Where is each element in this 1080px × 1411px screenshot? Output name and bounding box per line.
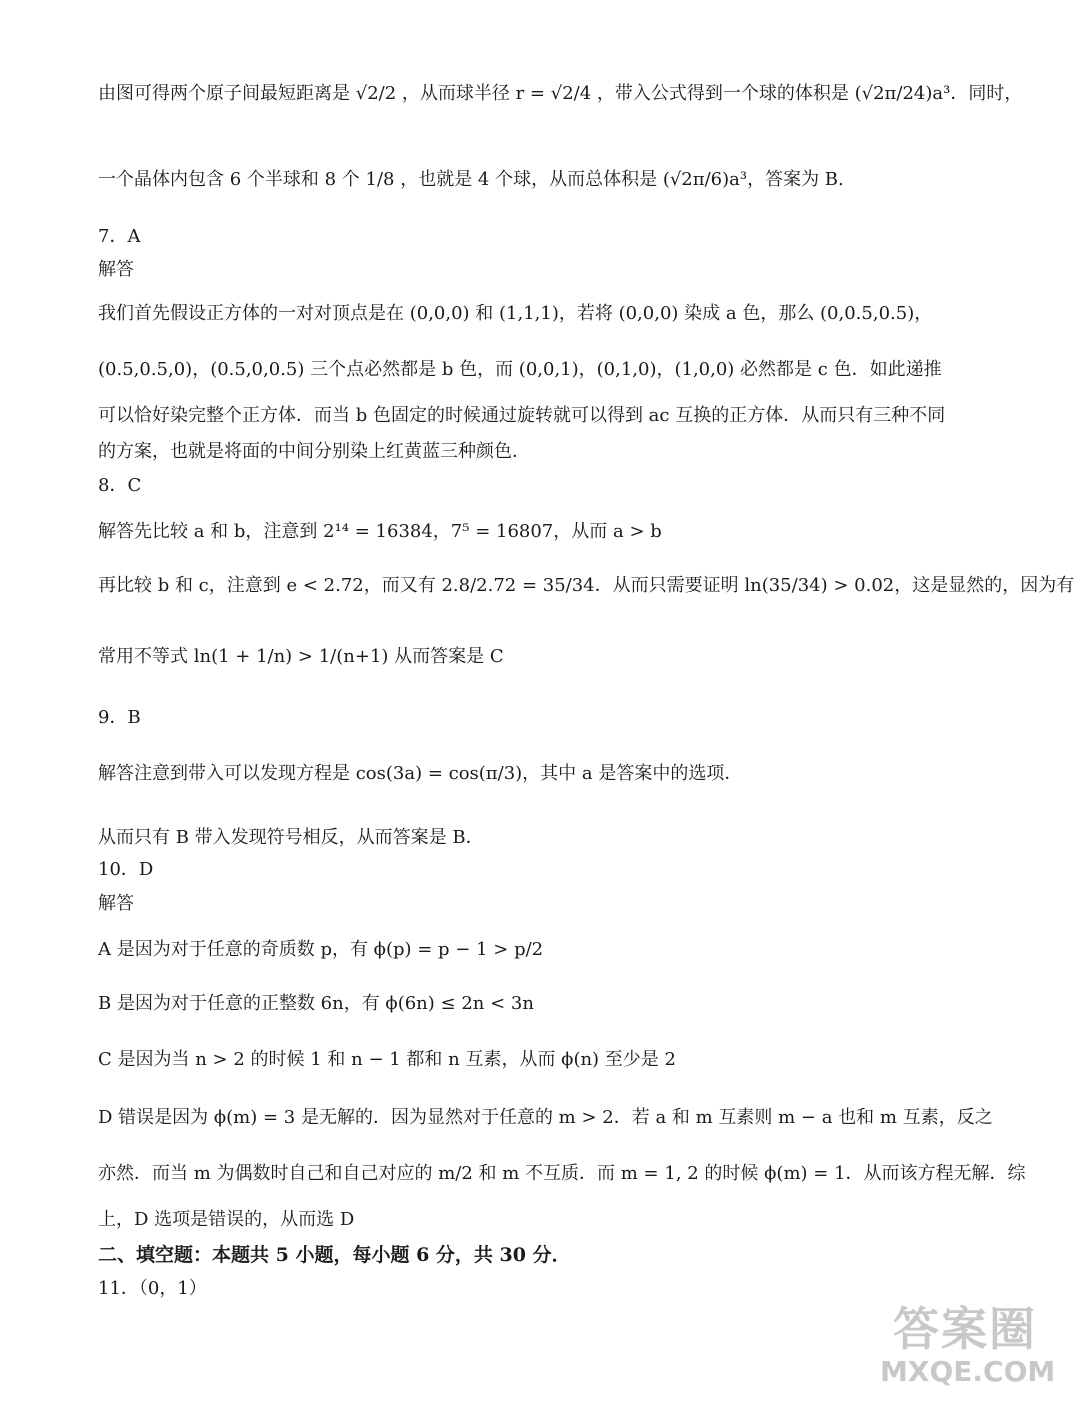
text-line: 亦然．而当 m 为偶数时自己和自己对应的 m/2 和 m 不互质．而 m = 1, 2 的时候 ϕ(m) = 1．从而该方程无解．综 [98,1163,1026,1184]
answer-label: 解答 [98,893,134,914]
text-line: D 错误是因为 ϕ(m) = 3 是无解的．因为显然对于任意的 m > 2．若 a 和 m 互素则 m − a 也和 m 互素，反之 [98,1107,993,1128]
text-line: 可以恰好染完整个正方体．而当 b 色固定的时候通过旋转就可以得到 ac 互换的正方体．从而只有三种不同 [98,405,946,426]
text-line: 的方案，也就是将面的中间分别染上红黄蓝三种颜色． [98,441,530,462]
watermark-bottom: MXQE.COM [880,1355,1056,1388]
question-number: 7．A [98,226,141,247]
watermark-top: 答案圈 [893,1302,1037,1356]
text-line: C 是因为当 n > 2 的时候 1 和 n − 1 都和 n 互素，从而 ϕ(n) 至少是 2 [98,1049,676,1070]
text-line: (0.5,0.5,0)，(0.5,0,0.5) 三个点必然都是 b 色，而 (0,0,1)，(0,1,0)，(1,0,0) 必然都是 c 色．如此递推 [98,359,942,380]
question-number: 8．C [98,475,142,496]
text-line: 常用不等式 ln(1 + 1/n) > 1/(n+1) 从而答案是 C [98,646,504,667]
text-line: 上，D 选项是错误的，从而选 D [98,1209,355,1230]
question-number: 11．（0，1） [98,1278,207,1299]
section-heading: 二、填空题：本题共 5 小题，每小题 6 分，共 30 分． [98,1244,571,1266]
text-line: B 是因为对于任意的正整数 6n，有 ϕ(6n) ≤ 2n < 3n [98,993,534,1014]
text-line: 从而只有 B 带入发现符号相反，从而答案是 B． [98,827,484,848]
question-number: 10．D [98,859,154,880]
answer-label: 解答 [98,259,134,280]
text-line: 一个晶体内包含 6 个半球和 8 个 1/8 ，也就是 4 个球，从而总体积是 (√2π/6)a³，答案为 B. [98,169,844,190]
text-line: 解答注意到带入可以发现方程是 cos(3a) = cos(π/3)，其中 a 是答案中的选项． [98,763,743,784]
question-number: 9．B [98,707,141,728]
watermark-logo [880,1302,1056,1403]
text-line: 解答先比较 a 和 b，注意到 2¹⁴ = 16384，7⁵ = 16807，从而 a > b [98,521,662,542]
text-line: 再比较 b 和 c，注意到 e < 2.72，而又有 2.8/2.72 = 35/34．从而只需要证明 ln(35/34) > 0.02，这是显然的，因为有 [98,575,1075,596]
text-line: 我们首先假设正方体的一对对顶点是在 (0,0,0) 和 (1,1,1)，若将 (0,0,0) 染成 a 色，那么 (0,0.5,0.5)， [98,303,933,324]
text-line: A 是因为对于任意的奇质数 p，有 ϕ(p) = p − 1 > p/2 [98,939,544,960]
text-line: 由图可得两个原子间最短距离是 √2/2 ，从而球半径 r = √2/4 ，带入公式得到一个球的体积是 (√2π/24)a³．同时， [98,83,1023,104]
